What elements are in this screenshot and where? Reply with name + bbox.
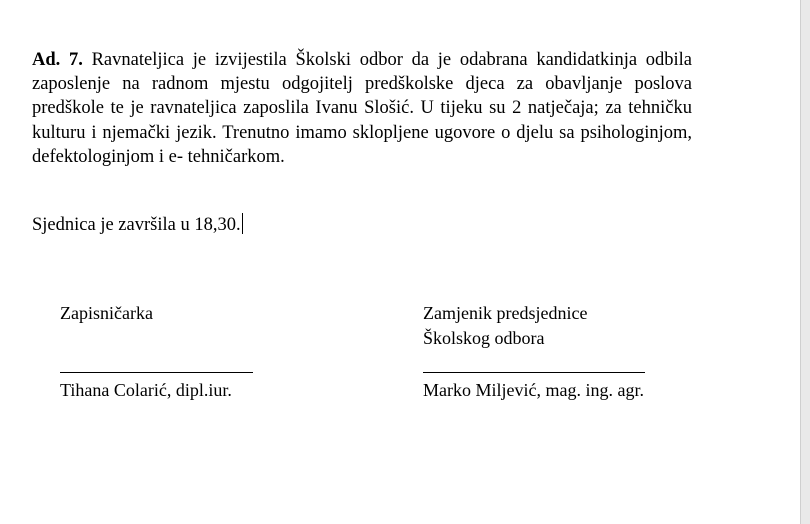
text-cursor (242, 213, 244, 234)
deputy-chair-signature-line (423, 372, 645, 373)
deputy-chair-role-label-line1: Zamjenik predsjednice (423, 303, 588, 323)
meeting-closing-text: Sjednica je završila u 18,30. (32, 215, 241, 235)
meeting-closing-line[interactable] (32, 213, 243, 237)
recorder-signature-line (60, 372, 253, 373)
deputy-chair-role-label-line2: Školskog odbora (423, 328, 545, 348)
recorder-role-label: Zapisničarka (60, 303, 153, 323)
recorder-name: Tihana Colarić, dipl.iur. (60, 380, 232, 400)
agenda-item-number: Ad. 7. (32, 50, 83, 70)
page-edge-divider (800, 0, 801, 524)
agenda-item-paragraph[interactable] (32, 48, 692, 169)
deputy-chair-name: Marko Miljević, mag. ing. agr. (423, 380, 644, 400)
agenda-item-text: Ravnateljica je izvijestila Školski odbor da je odabrana kandidatkinja odbila zaposlenje na radnom mjestu odgojitelj predškolske djeca za obavljanje poslova predškole te je ravnateljica zaposlila Ivanu Slošić. U tijeku su 2 natječaja; za tehničku kulturu i njemački jezik. Trenutno imamo sklopljene ugovore o djelu sa psihologinjom, defektologinjom i e- tehničarkom. (32, 50, 692, 167)
